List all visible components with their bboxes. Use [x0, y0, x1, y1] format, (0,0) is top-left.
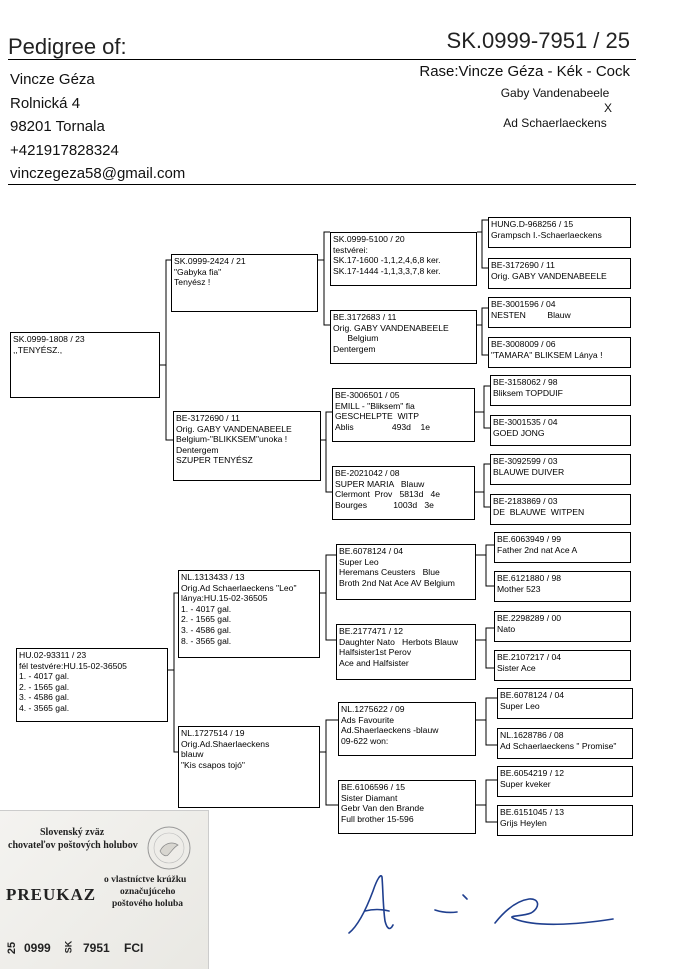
card-ring-club: 0999 [24, 941, 51, 955]
pedigree-line: BE.6054219 / 12 [500, 768, 565, 778]
pedigree-gen3-1 [330, 232, 477, 286]
pedigree-gen4-7 [490, 454, 631, 485]
card-ring-number: 7951 [83, 941, 110, 955]
dove-emblem-icon [146, 825, 192, 871]
pedigree-line: Tenyész ! [174, 277, 211, 288]
pedigree-gen4-12 [494, 650, 631, 681]
pedigree-line: Ad Schaerlaeckens " Promise" [500, 740, 617, 751]
pedigree-line: 1. - 4017 gal. [181, 603, 232, 614]
card-org-line1: Slovenský zväz [40, 827, 105, 838]
pedigree-gen4-2 [488, 258, 631, 289]
owner-email: vinczegeza58@gmail.com [10, 165, 186, 182]
pedigree-line: 4. - 3565 gal. [19, 702, 70, 713]
pedigree-line: BE-3001596 / 04 [491, 299, 556, 309]
pedigree-line: BE-3158062 / 98 [493, 377, 558, 387]
card-ring-country: SK [63, 940, 74, 954]
pedigree-line: Bliksem TOPDUIF [493, 387, 563, 398]
pedigree-line: NL.1628786 / 08 [500, 730, 564, 740]
pedigree-gen2-dam-dam [178, 726, 320, 808]
pedigree-line: NL.1275622 / 09 [341, 704, 405, 714]
card-desc-line2: označujúceho [120, 887, 176, 897]
pedigree-gen3-6 [336, 624, 476, 680]
pedigree-line: Ace and Halfsister [339, 657, 409, 668]
owner-name: Vincze Géza [10, 71, 95, 88]
pedigree-line: BE.2177471 / 12 [339, 626, 404, 636]
pedigree-line: Super Leo [500, 700, 540, 711]
pedigree-line: Ads Favourite [341, 714, 395, 725]
pedigree-line: Grijs Heylen [500, 817, 547, 828]
pedigree-line: Orig. GABY VANDENABEELE [333, 322, 449, 333]
page-title: Pedigree of: [8, 34, 127, 59]
card-desc-line1: o vlastníctve krúžku [104, 875, 187, 885]
card-ring-fci: FCI [124, 941, 144, 955]
pedigree-line: Orig. GABY VANDENABEELE [176, 423, 292, 434]
pedigree-line: BLAUWE DUIVER [493, 466, 565, 477]
pedigree-gen3-4 [332, 466, 475, 520]
race-line: Rase:Vincze Géza - Kék - Cock [419, 63, 630, 80]
pedigree-line: Dentergem [176, 444, 219, 455]
pedigree-gen4-15 [497, 766, 633, 797]
pedigree-line: NL.1727514 / 19 [181, 728, 245, 738]
ring-certificate-card [0, 810, 209, 969]
pedigree-line: Ad.Shaerlaeckens -blauw [341, 725, 439, 736]
pedigree-line: ,,TENYÉSZ., [13, 344, 63, 355]
pedigree-gen4-14 [497, 728, 633, 759]
pedigree-line: Daughter Nato Herbots Blauw [339, 636, 458, 647]
pedigree-line: BE.6078124 / 04 [339, 546, 404, 556]
pedigree-line: 8. - 3565 gal. [181, 635, 232, 646]
pedigree-line: Mother 523 [497, 583, 541, 594]
pedigree-line: BE.3172683 / 11 [333, 312, 397, 322]
pedigree-line: BE-3172690 / 11 [176, 413, 240, 423]
pedigree-line: Gebr Van den Brande [341, 803, 424, 814]
pedigree-line: BE.6063949 / 99 [497, 534, 562, 544]
pedigree-line: Orig. GABY VANDENABEELE [491, 270, 607, 281]
pedigree-dam [16, 648, 168, 722]
pedigree-gen4-1 [488, 217, 631, 248]
pedigree-line: Super kveker [500, 778, 551, 789]
pedigree-line: Clermont Prov 5813d 4e [335, 489, 441, 500]
pedigree-line: GOED JONG [493, 427, 545, 438]
pedigree-line: 3. - 4586 gal. [181, 624, 232, 635]
pedigree-line: SK.17-1444 -1,1,3,3,7,8 ker. [333, 265, 441, 276]
pedigree-line: Bourges 1003d 3e [335, 499, 434, 510]
pedigree-line: BE.6151045 / 13 [500, 807, 565, 817]
pedigree-line: BE.2107217 / 04 [497, 652, 562, 662]
pedigree-line: Halfsister1st Perov [339, 647, 412, 658]
pedigree-line: Super Leo [339, 556, 379, 567]
pedigree-line: 3. - 4586 gal. [19, 692, 70, 703]
pedigree-gen4-8 [490, 494, 631, 525]
cross-dam: Ad Schaerlaeckens [503, 116, 607, 130]
pedigree-gen4-3 [488, 297, 631, 328]
pedigree-line: NL.1313433 / 13 [181, 572, 245, 582]
card-title: PREUKAZ [6, 885, 97, 904]
pedigree-line: blauw [181, 749, 204, 760]
pedigree-line: BE-3172690 / 11 [491, 260, 555, 270]
pedigree-line: BE.2298289 / 00 [497, 613, 562, 623]
pedigree-line: Orig.Ad.Shaerlaeckens [181, 738, 270, 749]
pedigree-line: GESCHELPTE WITP [335, 411, 420, 422]
pedigree-sire [10, 332, 160, 398]
pedigree-line: SUPER MARIA Blauw [335, 478, 425, 489]
pedigree-gen4-5 [490, 375, 631, 406]
pedigree-line: Sister Diamant [341, 792, 398, 803]
pedigree-line: Sister Ace [497, 662, 536, 673]
pedigree-line: 2. - 1565 gal. [181, 614, 232, 625]
pedigree-line: EMILL - "Bliksem" fia [335, 400, 415, 411]
pedigree-line: "Kis csapos tojó" [181, 759, 245, 770]
pedigree-line: HU.02-93311 / 23 [19, 650, 87, 660]
card-org-line2: chovateľov poštových holubov [8, 840, 138, 851]
pedigree-line: "TAMARA" BLIKSEM Lánya ! [491, 349, 603, 360]
pedigree-gen4-10 [494, 571, 631, 602]
pedigree-gen4-13 [497, 688, 633, 719]
pedigree-line: BE.6121880 / 98 [497, 573, 562, 583]
owner-city: 98201 Tornala [10, 118, 105, 135]
pedigree-line: 1. - 4017 gal. [19, 671, 70, 682]
pedigree-line: lánya:HU.15-02-36505 [181, 593, 268, 604]
owner-street: Rolnická 4 [10, 94, 81, 112]
cross-x: X [603, 101, 612, 115]
pedigree-line: BE.6078124 / 04 [500, 690, 565, 700]
pedigree-line: BE-3001535 / 04 [493, 417, 558, 427]
pedigree-line: Belgium-"BLIKKSEM"unoka ! [176, 434, 288, 445]
pedigree-gen3-7 [338, 702, 476, 756]
pedigree-line: SZUPER TENYÉSZ [176, 455, 253, 466]
pedigree-line: DE BLAUWE WITPEN [493, 506, 585, 517]
pedigree-gen4-9 [494, 532, 631, 563]
pedigree-line: 09-622 won: [341, 735, 389, 746]
pedigree-gen4-6 [490, 415, 631, 446]
pedigree-line: BE-3006501 / 05 [335, 390, 400, 400]
pedigree-line: SK.17-1600 -1,1,2,4,6,8 ker. [333, 255, 441, 266]
pedigree-line: Full brother 15-596 [341, 813, 414, 824]
ring-number: SK.0999-7951 / 25 [446, 28, 630, 53]
pedigree-line: NESTEN Blauw [491, 309, 571, 320]
pedigree-line: Broth 2nd Nat Ace AV Belgium [339, 577, 455, 588]
pedigree-gen4-4 [488, 337, 631, 368]
pedigree-line: BE-3008009 / 06 [491, 339, 556, 349]
pedigree-line: SK.0999-5100 / 20 [333, 234, 405, 244]
pedigree-line: fél testvére:HU.15-02-36505 [19, 660, 127, 671]
pedigree-line: Nato [497, 623, 516, 634]
pedigree-line: Ablis 493d 1e [335, 421, 431, 432]
pedigree-gen3-5 [336, 544, 476, 600]
pedigree-line: BE-3092599 / 03 [493, 456, 558, 466]
pedigree-line: Dentergem [333, 343, 376, 354]
pedigree-line: BE.6106596 / 15 [341, 782, 406, 792]
pedigree-gen4-16 [497, 805, 633, 836]
pedigree-gen3-2 [330, 310, 477, 364]
signature [345, 855, 635, 945]
pedigree-gen2-sire-dam [173, 411, 321, 481]
pedigree-line: Belgium [333, 333, 379, 344]
pedigree-line: HUNG.D-968256 / 15 [491, 219, 574, 229]
pedigree-gen3-3 [332, 388, 475, 442]
pedigree-line: Orig.Ad Schaerlaeckens "Leo" [181, 582, 297, 593]
pedigree-line: "Gabyka fia" [174, 266, 222, 277]
pedigree-gen4-11 [494, 611, 631, 642]
card-ring-year: 25 [6, 941, 19, 955]
pedigree-line: 2. - 1565 gal. [19, 681, 70, 692]
pedigree-line: Grampsch I.-Schaerlaeckens [491, 229, 602, 240]
pedigree-gen3-8 [338, 780, 476, 834]
pedigree-gen2-sire-sire [171, 254, 318, 312]
pedigree-line: Heremans Ceusters Blue [339, 567, 440, 578]
pedigree-gen2-dam-sire [178, 570, 320, 658]
card-desc-line3: poštového holuba [112, 899, 184, 909]
cross-sire: Gaby Vandenabeele [500, 86, 610, 100]
pedigree-line: testvérei: [333, 244, 368, 255]
pedigree-line: Father 2nd nat Ace A [497, 544, 578, 555]
pedigree-line: BE-2183869 / 03 [493, 496, 558, 506]
pedigree-line: SK.0999-2424 / 21 [174, 256, 246, 266]
owner-phone: +421917828324 [10, 141, 119, 159]
pedigree-line: BE-2021042 / 08 [335, 468, 400, 478]
pedigree-line: SK.0999-1808 / 23 [13, 334, 85, 344]
